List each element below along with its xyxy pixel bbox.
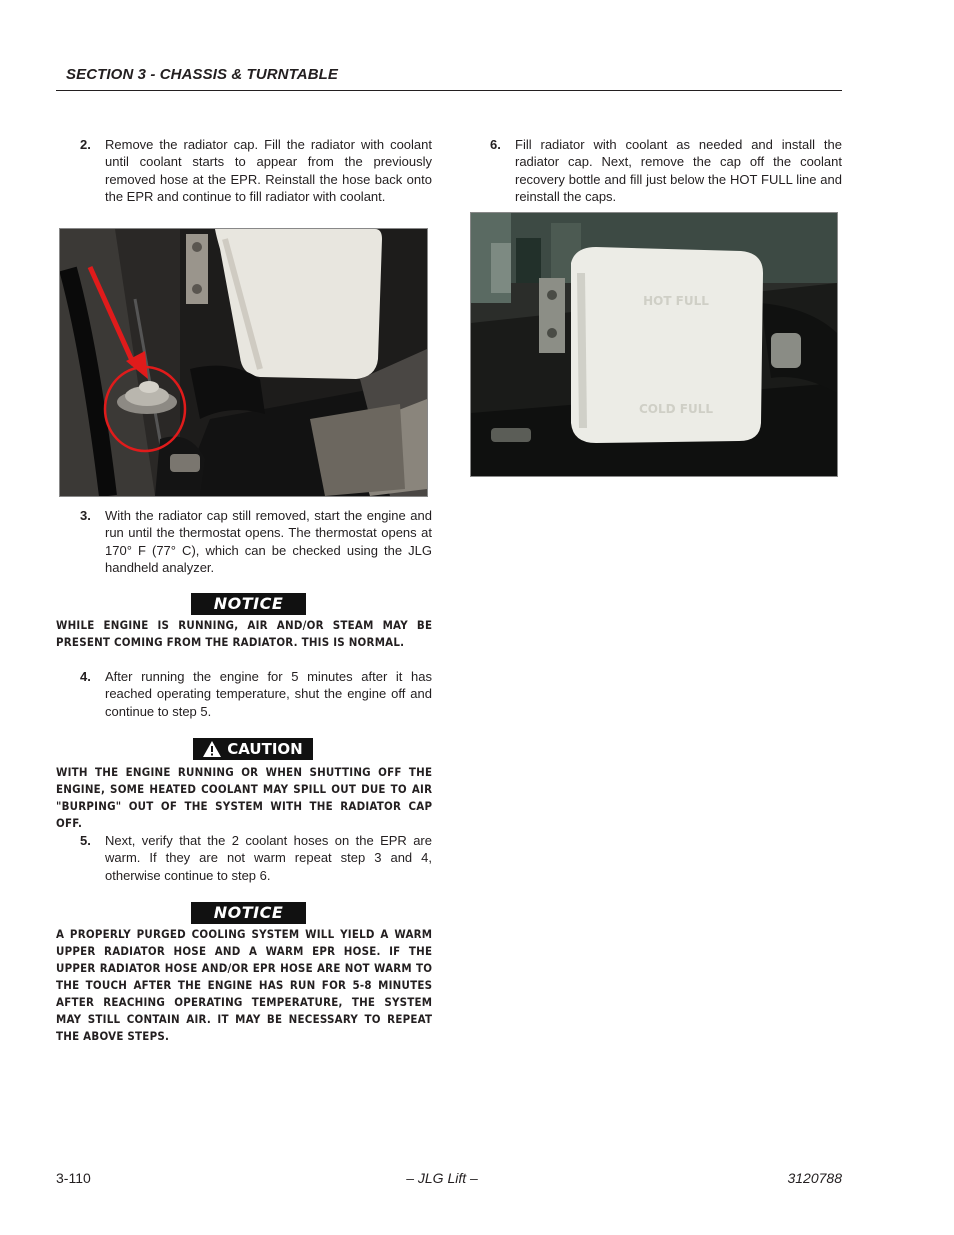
- hot-full-mark: HOT FULL: [643, 294, 709, 308]
- step-6: [490, 136, 842, 205]
- step-2: [80, 136, 432, 205]
- section-header: [56, 64, 842, 91]
- footer-brand: – JLG Lift –: [406, 1170, 478, 1186]
- step-3: [80, 507, 432, 576]
- step-number: 5.: [80, 833, 91, 848]
- section-title: SECTION 3 - CHASSIS & TURNTABLE: [66, 66, 339, 83]
- step-number: 2.: [80, 137, 91, 152]
- coolant-bottle-illustration: [471, 213, 837, 476]
- coolant-bottle-photo: [470, 212, 838, 477]
- step-number: 3.: [80, 508, 91, 523]
- document-number: 3120788: [787, 1170, 842, 1186]
- notice-text: WHILE ENGINE IS RUNNING, AIR AND/OR STEAM MAY BE PRESENT COMING FROM THE RADIATOR. THIS IS NORMAL.: [56, 619, 433, 649]
- step-text: Remove the radiator cap. Fill the radiator with coolant until coolant starts to appear from the previously removed hose at the EPR. Reinstall the hose back onto the EPR and continue to fill radiator with coolant.: [105, 137, 432, 204]
- step-number: 6.: [490, 137, 501, 152]
- step-text: Fill radiator with coolant as needed and install the radiator cap. Next, remove the cap off the coolant recovery bottle and fill just below the HOT FULL line and reinstall the caps.: [515, 137, 842, 204]
- radiator-cap-photo: [59, 228, 428, 497]
- step-text: After running the engine for 5 minutes after it has reached operating temperature, shut the engine off and continue to step 5.: [105, 669, 432, 719]
- step-4: [80, 668, 432, 720]
- step-text: Next, verify that the 2 coolant hoses on the EPR are warm. If they are not warm repeat step 3 and 4, otherwise continue to step 6.: [105, 833, 432, 883]
- step-text: With the radiator cap still removed, start the engine and run until the thermostat opens. The thermostat opens at 170° F (77° C), which can be checked using the JLG handheld analyzer.: [105, 508, 432, 575]
- page-number: 3-110: [56, 1170, 91, 1186]
- caution-label: CAUTION: [227, 740, 303, 758]
- notice-badge: NOTICE: [191, 593, 306, 615]
- caution-badge: [193, 738, 313, 760]
- step-5: [80, 832, 432, 884]
- radiator-cap-illustration: [60, 229, 427, 496]
- caution-text: WITH THE ENGINE RUNNING OR WHEN SHUTTING OFF THE ENGINE, SOME HEATED COOLANT MAY SPILL OUT DUE TO AIR "BURPING" OUT OF THE SYSTEM WITH THE RADIATOR CAP OFF.: [56, 766, 433, 830]
- warning-triangle-icon: [203, 741, 221, 757]
- step-number: 4.: [80, 669, 91, 684]
- notice-text: A PROPERLY PURGED COOLING SYSTEM WILL YIELD A WARM UPPER RADIATOR HOSE AND A WARM EPR HOSE. IF THE UPPER RADIATOR HOSE AND/OR EPR HOSE ARE NOT WARM TO THE TOUCH AFTER THE ENGINE HAS RUN FOR 5-8 MINUTES AFTER REACHING OPERATING TEMPERATURE, THE SYSTEM MAY STILL CONTAIN AIR. IT MAY BE NECESSARY TO REPEAT THE ABOVE STEPS.: [56, 928, 433, 1043]
- cold-full-mark: COLD FULL: [638, 402, 714, 416]
- notice-badge: NOTICE: [191, 902, 306, 924]
